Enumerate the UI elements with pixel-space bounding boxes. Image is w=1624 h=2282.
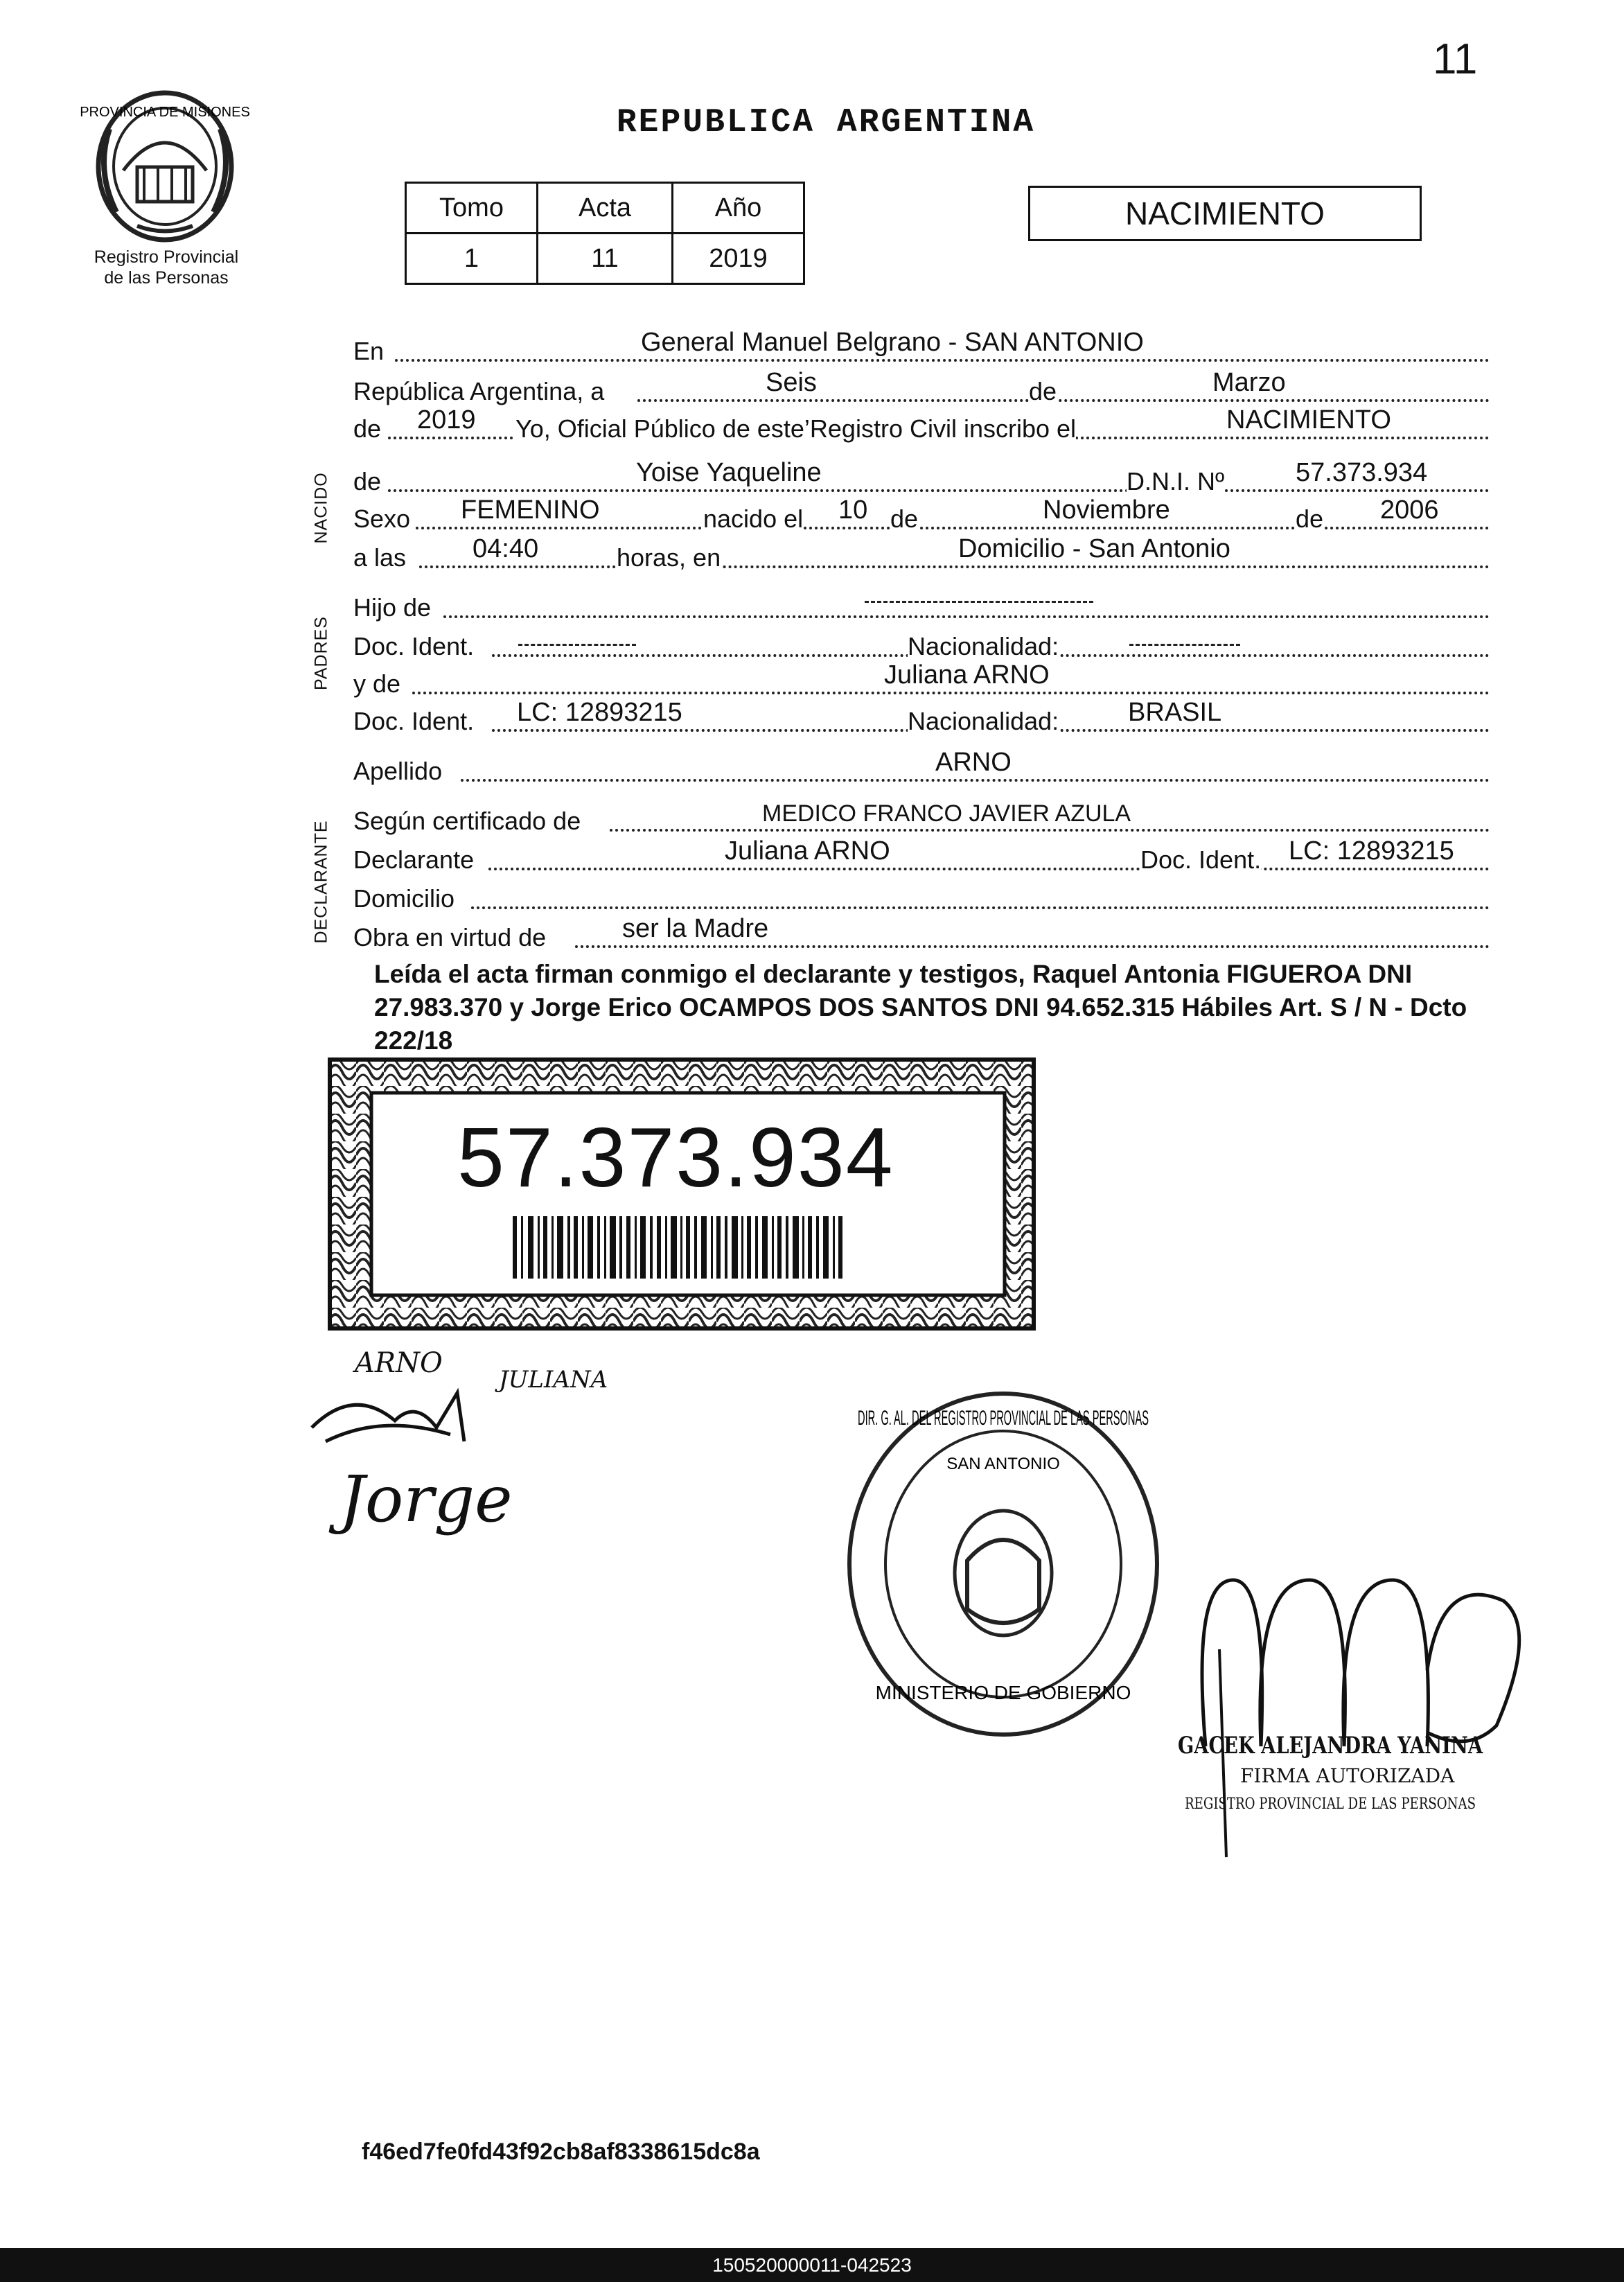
side-label-padres: PADRES (311, 616, 331, 690)
row-republica (353, 368, 1490, 406)
doc2-label: Doc. Ident. (353, 707, 475, 735)
dia-value: Seis (766, 368, 817, 397)
nombre-value: Yoise Yaqueline (636, 458, 822, 487)
row-inscribo (353, 405, 1490, 444)
witness-handwritten-signatures (298, 1344, 686, 1552)
nac2-label: Nacionalidad: (908, 707, 1059, 735)
row-hora (353, 534, 1490, 572)
dni-label: D.N.I. Nº (1127, 467, 1225, 495)
row-hijo (353, 588, 1490, 622)
nacido-label: nacido el (703, 504, 804, 533)
logo-caption (62, 247, 270, 288)
signature-role: FIRMA AUTORIZADA (1240, 1764, 1455, 1787)
logo-caption-line2: de las Personas (104, 268, 229, 288)
row-domicilio (353, 879, 1490, 913)
acta-table-value-row (406, 234, 804, 284)
obra-value: ser la Madre (622, 914, 769, 943)
doc1-label: Doc. Ident. (353, 632, 475, 660)
handwritten-jorge: Jorge (339, 1462, 513, 1536)
dni-value: 57.373.934 (1296, 458, 1428, 487)
en-label: En (353, 337, 385, 365)
de5-label: de (1296, 504, 1324, 533)
anio-value: 2019 (417, 405, 476, 435)
apellido-label: Apellido (353, 757, 443, 785)
inscribo-label: Yo, Oficial Público de este’Registro Civil inscribo el (515, 414, 1077, 443)
row-doc1 (353, 626, 1490, 661)
republica-label: República Argentina, a (353, 377, 605, 405)
logo-emblem-text: PROVINCIA DE MISIONES (80, 105, 250, 120)
inscribo-value: NACIMIENTO (1226, 405, 1391, 435)
acta-value-anio: 2019 (673, 234, 804, 284)
nac1-blank-dash (1129, 644, 1240, 646)
footer-code-bar (0, 2248, 1624, 2282)
row-en (353, 328, 1490, 366)
stamp-inner-text: MINISTERIO DE GOBIERNO (875, 1682, 1131, 1703)
sexo-value: FEMENINO (461, 495, 600, 525)
nac2-value: BRASIL (1128, 698, 1222, 727)
doc1-blank-dash (518, 644, 636, 646)
doc3-label: Doc. Ident. (1140, 845, 1262, 874)
document-hash: f46ed7fe0fd43f92cb8af8338615dc8a (362, 2139, 760, 2165)
acta-header-anio: Año (673, 183, 804, 234)
nacido-anio: 2006 (1380, 495, 1439, 525)
certificado-label: Según certificado de (353, 807, 581, 835)
row-apellido (353, 748, 1490, 786)
declarante-value: Juliana ARNO (725, 836, 890, 866)
stamp-top-text: SAN ANTONIO (946, 1455, 1060, 1473)
alas-label: a las (353, 543, 407, 572)
stamp-outer-text: DIR. G. AL. DEL REGISTRO PROVINCIAL DE LAS PERSONAS (858, 1407, 1149, 1430)
acta-header-acta: Acta (538, 183, 673, 234)
document-type-box: NACIMIENTO (1028, 186, 1422, 241)
logo-caption-line1: Registro Provincial (94, 247, 239, 267)
domicilio-label: Domicilio (353, 884, 455, 913)
hijo-label: Hijo de (353, 593, 432, 622)
authorized-signature (1178, 1566, 1566, 1857)
side-label-nacido: NACIDO (311, 472, 331, 544)
certificado-value: MEDICO FRANCO JAVIER AZULA (762, 800, 1131, 827)
obra-label: Obra en virtud de (353, 923, 547, 951)
closing-statement: Leída el acta firman conmigo el declarante y testigos, Raquel Antonia FIGUEROA DNI 27.983.370 y Jorge Erico OCAMPOS DOS SANTOS DNI 94.652.315 Hábiles Art. S / N - Dcto 222/18 (374, 960, 1467, 1055)
handwritten-juliana: JULIANA (499, 1366, 608, 1394)
de-label: de (1029, 377, 1057, 405)
acta-value-acta: 11 (538, 234, 673, 284)
acta-value-tomo: 1 (406, 234, 538, 284)
footer-code: 150520000011-042523 (712, 2254, 912, 2276)
mes-value: Marzo (1212, 368, 1286, 397)
nac1-label: Nacionalidad: (908, 632, 1059, 660)
acta-header-tomo: Tomo (406, 183, 538, 234)
row-nombre (353, 458, 1490, 496)
row-madre (353, 660, 1490, 699)
doc2-value: LC: 12893215 (517, 698, 682, 727)
yde-label: y de (353, 669, 401, 698)
de4-label: de (890, 504, 919, 533)
lugar-value: Domicilio - San Antonio (958, 534, 1230, 563)
en-value: General Manuel Belgrano - SAN ANTONIO (641, 328, 1144, 357)
de3-label: de (353, 467, 382, 495)
signature-office: REGISTRO PROVINCIAL DE LAS PERSONAS (1185, 1796, 1476, 1813)
acta-table (405, 182, 805, 285)
de2-label: de (353, 414, 382, 443)
hora-value: 04:40 (473, 534, 539, 563)
row-certificado (353, 801, 1490, 836)
row-sexo (353, 495, 1490, 534)
nacido-mes: Noviembre (1043, 495, 1170, 525)
row-doc2 (353, 698, 1490, 736)
apellido-value: ARNO (935, 748, 1012, 777)
document-title: REPUBLICA ARGENTINA (616, 104, 1036, 141)
doc3-value: LC: 12893215 (1289, 836, 1454, 866)
declarante-label: Declarante (353, 845, 475, 874)
row-obra (353, 914, 1490, 952)
page-number: 11 (1433, 35, 1478, 83)
official-registry-stamp (842, 1387, 1164, 1741)
acta-table-header-row (406, 183, 804, 234)
row-declarante (353, 836, 1490, 875)
signature-name: GACEK ALEJANDRA YANINA (1178, 1732, 1483, 1759)
padre-blank-dash (865, 601, 1093, 603)
barcode-number: 57.373.934 (457, 1110, 894, 1204)
horas-label: horas, en (617, 543, 721, 572)
sexo-label: Sexo (353, 504, 411, 533)
scribble-signature-icon (312, 1393, 464, 1441)
nacido-dia: 10 (838, 495, 868, 525)
handwritten-arno: ARNO (355, 1347, 443, 1379)
madre-value: Juliana ARNO (884, 660, 1050, 690)
side-label-declarante: DECLARANTE (311, 820, 331, 944)
